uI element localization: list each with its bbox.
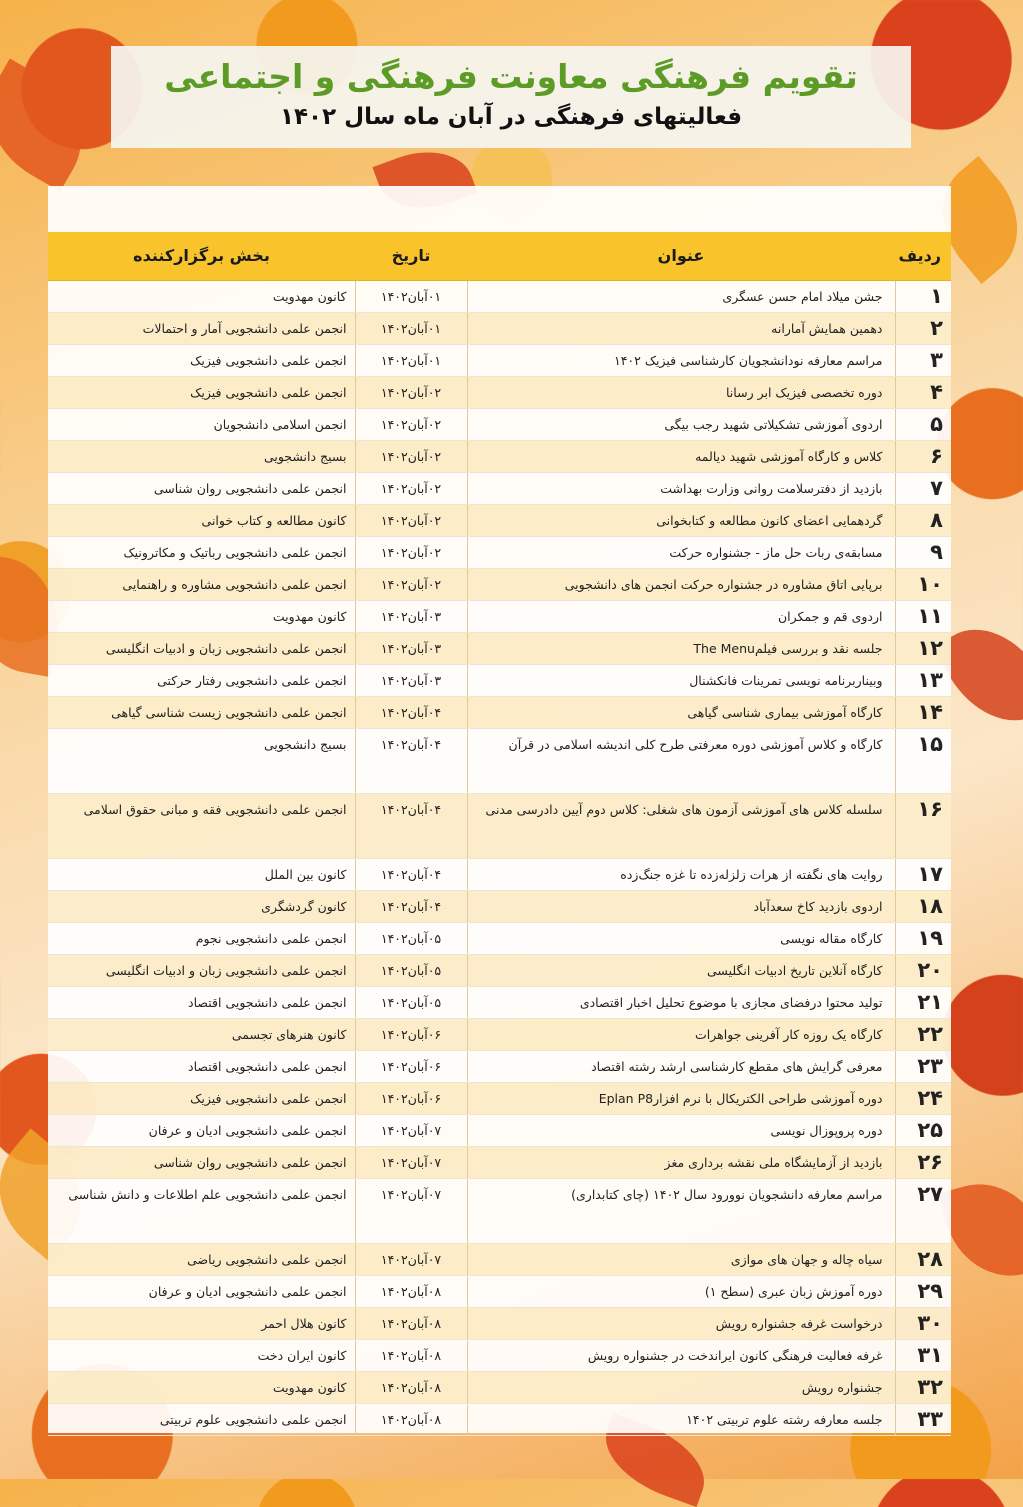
row-number: ۳۰ [895,1307,951,1339]
table-row [48,858,951,890]
row-number: ۱۵ [895,728,951,793]
table-row [48,344,951,376]
row-number: ۱۴ [895,696,951,728]
event-title: سیاه چاله و جهان های موازی [467,1243,895,1275]
row-number: ۴ [895,376,951,408]
row-number: ۲۴ [895,1082,951,1114]
table-row [48,1050,951,1082]
event-date: ۰۷آبان۱۴۰۲ [355,1178,467,1243]
row-number: ۲۱ [895,986,951,1018]
row-number: ۷ [895,472,951,504]
event-date: ۰۴آبان۱۴۰۲ [355,728,467,793]
event-title: روایت های نگفته از هرات زلزله‌زده تا غزه جنگ‌زده [467,858,895,890]
event-date: ۰۲آبان۱۴۰۲ [355,568,467,600]
event-date: ۰۸آبان۱۴۰۲ [355,1307,467,1339]
event-title: برپایی اتاق مشاوره در جشنواره حرکت انجمن های دانشجویی [467,568,895,600]
row-number: ۲۰ [895,954,951,986]
event-organizer: انجمن علمی دانشجویی فیزیک [48,1082,355,1114]
event-date: ۰۲آبان۱۴۰۲ [355,376,467,408]
row-number: ۲۲ [895,1018,951,1050]
event-title: اردوی قم و جمکران [467,600,895,632]
event-title: تولید محتوا درفضای مجازی با موضوع تحلیل اخبار اقتصادی [467,986,895,1018]
event-date: ۰۷آبان۱۴۰۲ [355,1146,467,1178]
event-organizer: انجمن علمی دانشجویی فقه و مبانی حقوق اسلامی [48,793,355,858]
table-row [48,1082,951,1114]
table-row [48,1114,951,1146]
event-date: ۰۵آبان۱۴۰۲ [355,954,467,986]
event-date: ۰۷آبان۱۴۰۲ [355,1114,467,1146]
event-organizer: انجمن علمی دانشجویی مشاوره و راهنمایی [48,568,355,600]
row-number: ۵ [895,408,951,440]
event-date: ۰۲آبان۱۴۰۲ [355,472,467,504]
event-organizer: انجمن علمی دانشجویی زبان و ادبیات انگلیسی [48,954,355,986]
event-organizer: کانون مهدویت [48,280,355,312]
event-organizer: انجمن علمی دانشجویی علم اطلاعات و دانش شناسی [48,1178,355,1243]
table-row [48,408,951,440]
row-number: ۲ [895,312,951,344]
table-row [48,696,951,728]
row-number: ۲۶ [895,1146,951,1178]
table-row [48,536,951,568]
event-date: ۰۸آبان۱۴۰۲ [355,1275,467,1307]
event-date: ۰۱آبان۱۴۰۲ [355,312,467,344]
event-title: کارگاه یک روزه کار آفرینی جواهرات [467,1018,895,1050]
event-organizer: کانون بین الملل [48,858,355,890]
table-row [48,440,951,472]
event-title: کلاس و کارگاه آموزشی شهید دیالمه [467,440,895,472]
event-title: کارگاه مقاله نویسی [467,922,895,954]
event-title: کارگاه و کلاس آموزشی دوره معرفتی طرح کلی اندیشه اسلامی در قرآن [467,728,895,793]
row-number: ۶ [895,440,951,472]
row-number: ۱۰ [895,568,951,600]
row-number: ۸ [895,504,951,536]
table-row [48,280,951,312]
table-row [48,568,951,600]
event-organizer: بسیج دانشجویی [48,440,355,472]
event-title: جلسه معارفه رشته علوم تربیتی ۱۴۰۲ [467,1403,895,1435]
event-date: ۰۸آبان۱۴۰۲ [355,1403,467,1435]
event-title: مسابقه‌ی ربات حل ماز - جشنواره حرکت [467,536,895,568]
event-date: ۰۱آبان۱۴۰۲ [355,280,467,312]
row-number: ۳۲ [895,1371,951,1403]
event-organizer: کانون مهدویت [48,600,355,632]
event-date: ۰۱آبان۱۴۰۲ [355,344,467,376]
table-row [48,1243,951,1275]
table-body [48,280,951,1435]
table-row [48,986,951,1018]
autumn-leaf-decoration [939,1170,1023,1290]
table-header-row [48,232,951,280]
page-header [111,46,911,148]
event-date: ۰۵آبان۱۴۰۲ [355,922,467,954]
row-number: ۳۳ [895,1403,951,1435]
row-number: ۲۹ [895,1275,951,1307]
event-date: ۰۲آبان۱۴۰۲ [355,408,467,440]
event-title: جلسه نقد و بررسی فیلمThe Menu [467,632,895,664]
table-row [48,1178,951,1243]
row-number: ۱۳ [895,664,951,696]
table-row [48,793,951,858]
table-row [48,504,951,536]
table-row [48,922,951,954]
event-date: ۰۷آبان۱۴۰۲ [355,1243,467,1275]
table-row [48,890,951,922]
event-title: وبیناربرنامه نویسی تمرینات فانکشنال [467,664,895,696]
row-number: ۱۲ [895,632,951,664]
row-number: ۱۹ [895,922,951,954]
event-title: مراسم معارفه دانشجویان نوورود سال ۱۴۰۲ (چای کتابداری) [467,1178,895,1243]
event-organizer: انجمن علمی دانشجویی ادیان و عرفان [48,1275,355,1307]
page-title: تقویم فرهنگی معاونت فرهنگی و اجتماعی [164,57,858,96]
events-table [48,232,951,1436]
event-title: دوره آموزشی طراحی الکتریکال با نرم افزارEplan P8 [467,1082,895,1114]
event-organizer: بسیج دانشجویی [48,728,355,793]
event-title: معرفی گرایش های مقطع کارشناسی ارشد رشته اقتصاد [467,1050,895,1082]
event-date: ۰۶آبان۱۴۰۲ [355,1082,467,1114]
event-date: ۰۴آبان۱۴۰۲ [355,890,467,922]
row-number: ۳۱ [895,1339,951,1371]
row-number: ۲۵ [895,1114,951,1146]
event-date: ۰۶آبان۱۴۰۲ [355,1050,467,1082]
event-title: جشن میلاد امام حسن عسگری [467,280,895,312]
table-row [48,1275,951,1307]
event-organizer: انجمن علمی دانشجویی نجوم [48,922,355,954]
table-row [48,954,951,986]
event-organizer: کانون هنرهای تجسمی [48,1018,355,1050]
row-number: ۳ [895,344,951,376]
event-date: ۰۴آبان۱۴۰۲ [355,696,467,728]
event-organizer: کانون گردشگری [48,890,355,922]
table-row [48,1371,951,1403]
event-title: غرفه فعالیت فرهنگی کانون ایراندخت در جشنواره رویش [467,1339,895,1371]
row-number: ۱۶ [895,793,951,858]
event-title: بازدید از دفترسلامت روانی وزارت بهداشت [467,472,895,504]
event-organizer: انجمن علمی دانشجویی زبان و ادبیات انگلیسی [48,632,355,664]
column-header-organizer: بخش برگزارکننده [48,232,355,280]
event-date: ۰۴آبان۱۴۰۲ [355,858,467,890]
event-organizer: انجمن علمی دانشجویی اقتصاد [48,986,355,1018]
event-date: ۰۳آبان۱۴۰۲ [355,600,467,632]
table-row [48,600,951,632]
table-row [48,1339,951,1371]
event-organizer: انجمن علمی دانشجویی ریاضی [48,1243,355,1275]
autumn-leaf-decoration [0,59,105,192]
row-number: ۱۸ [895,890,951,922]
table-row [48,664,951,696]
event-date: ۰۳آبان۱۴۰۲ [355,664,467,696]
event-organizer: کانون مهدویت [48,1371,355,1403]
row-number: ۲۳ [895,1050,951,1082]
event-title: دوره تخصصی فیزیک ابر رسانا [467,376,895,408]
event-organizer: انجمن علمی دانشجویی زیست شناسی گیاهی [48,696,355,728]
event-organizer: کانون مطالعه و کتاب خوانی [48,504,355,536]
event-date: ۰۲آبان۱۴۰۲ [355,504,467,536]
row-number: ۲۷ [895,1178,951,1243]
event-organizer: انجمن علمی دانشجویی فیزیک [48,344,355,376]
event-title: دهمین همایش آمارانه [467,312,895,344]
row-number: ۹ [895,536,951,568]
event-date: ۰۸آبان۱۴۰۲ [355,1371,467,1403]
row-number: ۱۱ [895,600,951,632]
row-number: ۱ [895,280,951,312]
event-title: مراسم معارفه نودانشجویان کارشناسی فیزیک ۱۴۰۲ [467,344,895,376]
row-number: ۱۷ [895,858,951,890]
event-title: کارگاه آموزشی بیماری شناسی گیاهی [467,696,895,728]
table-row [48,1146,951,1178]
event-organizer: انجمن علمی دانشجویی رباتیک و مکاترونیک [48,536,355,568]
event-title: کارگاه آنلاین تاریخ ادبیات انگلیسی [467,954,895,986]
event-organizer: انجمن علمی دانشجویی روان شناسی [48,472,355,504]
event-date: ۰۶آبان۱۴۰۲ [355,1018,467,1050]
event-title: اردوی آموزشی تشکیلاتی شهید رجب بیگی [467,408,895,440]
event-title: جشنواره رویش [467,1371,895,1403]
table-row [48,376,951,408]
event-organizer: کانون ایران دخت [48,1339,355,1371]
event-organizer: انجمن علمی دانشجویی روان شناسی [48,1146,355,1178]
page-subtitle: فعالیتهای فرهنگی در آبان ماه سال ۱۴۰۲ [279,104,743,130]
event-date: ۰۳آبان۱۴۰۲ [355,632,467,664]
calendar-table-panel [48,186,951,1433]
table-row [48,632,951,664]
event-date: ۰۲آبان۱۴۰۲ [355,440,467,472]
event-organizer: انجمن علمی دانشجویی آمار و احتمالات [48,312,355,344]
column-header-date: تاریخ [355,232,467,280]
event-organizer: انجمن اسلامی دانشجویان [48,408,355,440]
event-title: بازدید از آزمایشگاه ملی نقشه برداری مغز [467,1146,895,1178]
event-organizer: انجمن علمی دانشجویی علوم تربیتی [48,1403,355,1435]
table-row [48,728,951,793]
event-date: ۰۲آبان۱۴۰۲ [355,536,467,568]
event-organizer: انجمن علمی دانشجویی اقتصاد [48,1050,355,1082]
table-row [48,1403,951,1435]
column-header-row-number: ردیف [895,232,951,280]
row-number: ۲۸ [895,1243,951,1275]
event-title: درخواست غرفه جشنواره رویش [467,1307,895,1339]
table-row [48,1018,951,1050]
event-title: دوره آموزش زبان عبری (سطح ۱) [467,1275,895,1307]
event-title: اردوی بازدید کاخ سعدآباد [467,890,895,922]
table-row [48,1307,951,1339]
event-organizer: انجمن علمی دانشجویی ادیان و عرفان [48,1114,355,1146]
event-title: سلسله کلاس های آموزشی آزمون های شغلی: کلاس دوم آیین دادرسی مدنی [467,793,895,858]
event-date: ۰۵آبان۱۴۰۲ [355,986,467,1018]
event-title: گردهمایی اعضای کانون مطالعه و کتابخوانی [467,504,895,536]
event-date: ۰۸آبان۱۴۰۲ [355,1339,467,1371]
event-organizer: کانون هلال احمر [48,1307,355,1339]
column-header-title: عنوان [467,232,895,280]
event-organizer: انجمن علمی دانشجویی رفتار حرکتی [48,664,355,696]
event-title: دوره پروپوزال نویسی [467,1114,895,1146]
table-row [48,312,951,344]
event-date: ۰۴آبان۱۴۰۲ [355,793,467,858]
table-row [48,472,951,504]
event-organizer: انجمن علمی دانشجویی فیزیک [48,376,355,408]
